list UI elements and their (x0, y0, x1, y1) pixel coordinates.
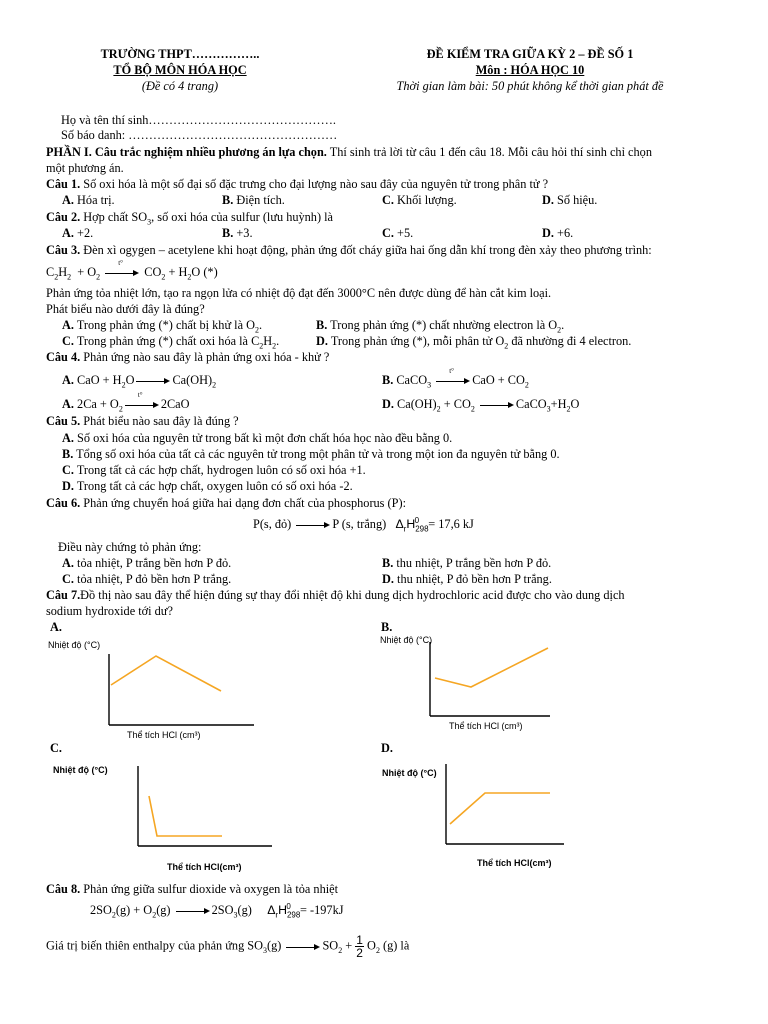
q2-option-a[interactable]: A. +2. (62, 226, 94, 240)
part1-title: PHẦN I. Câu trắc nghiệm nhiều phương án lựa chọn. (46, 145, 327, 159)
exam-subject: Môn : HÓA HỌC 10 (475, 63, 585, 77)
q8-question: Giá trị biến thiên enthalpy của phản ứng $SO_3(g) SO_2$ + $\frac{1}{2}$ $O_2$ (g) là (46, 933, 410, 960)
q2-option-d[interactable]: D. +6. (542, 226, 574, 240)
chart-c-label[interactable]: C. (50, 741, 62, 755)
q4-text: Phản ứng nào sau đây là phản ứng oxi hóa - khử ? (80, 350, 330, 364)
q5-option-c[interactable]: C. Trong tất cả các hợp chất, hydrogen luôn có số oxi hóa +1. (62, 463, 366, 477)
q3-option-a[interactable]: A. Trong phản ứng (*) chất bị khử là $O_2$. (62, 318, 263, 335)
q6-label: Câu 6. (46, 496, 81, 510)
chart-c (48, 756, 278, 874)
chart-c-xlabel: Thể tích HCl(cm³) (167, 862, 242, 872)
q8-text: Phản ứng giữa sulfur dioxide và oxygen là tỏa nhiệt (80, 882, 339, 896)
q4-option-b[interactable]: B. CaCO$_3$ t° CaO + $CO_2$ (382, 367, 529, 390)
q1-label: Câu 1. (46, 177, 81, 191)
q3-equation: $C_2H_2 + O_2$ t° $CO_2 + H_2O$ (*) (46, 259, 218, 282)
q6-text: Phản ứng chuyển hoá giữa hai dạng đơn chất của phosphorus (P): (80, 496, 406, 510)
chart-d-ylabel: Nhiệt độ (°C) (382, 768, 437, 778)
q1-text: Số oxi hóa là một số đại số đặc trưng cho đại lượng nào sau đây của nguyên tử trong phân tử ? (80, 177, 549, 191)
part1-instruction: Thí sinh trả lời từ câu 1 đến câu 18. Mỗi câu hỏi thí sinh chỉ chọn (326, 145, 652, 159)
q3-label: Câu 3. (46, 243, 81, 257)
exam-time: Thời gian làm bài: 50 phút không kể thời gian phát đề (396, 79, 664, 93)
chart-a-xlabel: Thể tích HCl (cm³) (127, 730, 201, 740)
q7-text: Đồ thị nào sau đây thể hiện đúng sự thay đổi nhiệt độ khi dung dịch hydrochloric acid được cho vào dung dịch (80, 588, 625, 602)
page-count: (Đề có 4 trang) (141, 79, 219, 93)
q1-option-d[interactable]: D. Số hiệu. (542, 193, 598, 207)
q8-equation: $2SO_2(g) + O_2(g)$ $2SO_3(g)$ $\Delta_rH_{298}^0$ = -197kJ (90, 901, 344, 920)
chart-a-label[interactable]: A. (50, 620, 62, 634)
chart-c-ylabel: Nhiệt độ (°C) (53, 765, 108, 775)
chart-d-series-line (450, 793, 550, 824)
q5-option-d[interactable]: D. Trong tất cả các hợp chất, oxygen luôn có số oxi hóa -2. (62, 479, 353, 493)
q3-line3: Phát biểu nào dưới đây là đúng? (46, 302, 205, 316)
q3-option-d[interactable]: D. Trong phản ứng (*), mỗi phân tử $O_2$ đã nhường đi 4 electron. (316, 334, 632, 351)
student-id-line: Số báo danh: …………………………………………… (61, 128, 338, 142)
q6-option-b[interactable]: B. thu nhiệt, P trắng bền hơn P đỏ. (382, 556, 552, 570)
q6-option-d[interactable]: D. thu nhiệt, P đỏ bền hơn P trắng. (382, 572, 552, 586)
q4-label: Câu 4. (46, 350, 81, 364)
chart-b-label[interactable]: B. (381, 620, 393, 634)
chart-b (380, 632, 560, 734)
q1-option-c[interactable]: C. Khối lượng. (382, 193, 457, 207)
chart-b-ylabel: Nhiệt độ (°C) (380, 635, 433, 645)
q5-label: Câu 5. (46, 414, 81, 428)
q2-option-c[interactable]: C. +5. (382, 226, 414, 240)
q2-text: Hợp chất SO (80, 210, 148, 224)
student-name-line: Họ và tên thí sinh………………………………………. (61, 113, 336, 127)
exam-title: ĐỀ KIỂM TRA GIỮA KỲ 2 – ĐỀ SỐ 1 (426, 47, 634, 61)
q1-option-a[interactable]: A. Hóa trị. (62, 193, 115, 207)
q3-option-b[interactable]: B. Trong phản ứng (*) chất nhường electron là $O_2$. (316, 318, 565, 335)
q6-prompt: Điều này chứng tỏ phản ứng: (58, 540, 202, 554)
chart-a-ylabel: Nhiệt độ (°C) (48, 640, 101, 650)
q4-option-a[interactable]: A. CaO + $H_2O$ $Ca(OH)_2$ (62, 373, 217, 390)
q6-option-c[interactable]: C. tỏa nhiệt, P đỏ bền hơn P trắng. (62, 572, 232, 586)
q3-option-c[interactable]: C. Trong phản ứng (*) chất oxi hóa là $C_2H_2$. (62, 334, 280, 351)
chart-d-label[interactable]: D. (381, 741, 393, 755)
q7-label: Câu 7. (46, 588, 81, 602)
chart-d-xlabel: Thể tích HCl(cm³) (477, 858, 552, 868)
chart-c-series-line (149, 796, 222, 836)
q5-option-b[interactable]: B. Tổng số oxi hóa của tất cả các nguyên tử trong một phân tử và trong một ion đa nguyên tử bằng 0. (62, 447, 560, 461)
department-name: TỔ BỘ MÔN HÓA HỌC (113, 63, 247, 77)
q5-text: Phát biểu nào sau đây là đúng ? (80, 414, 239, 428)
part1-instruction-2: một phương án. (46, 161, 124, 175)
q4-option-d[interactable]: D. $Ca(OH)_2 + CO_2$ $CaCO_3+H_2O$ (382, 397, 580, 414)
q8-label: Câu 8. (46, 882, 81, 896)
school-name: TRƯỜNG THPT…………….. (100, 47, 260, 61)
q4-option-c[interactable]: A. $2Ca + O_2$ t° 2CaO (62, 391, 190, 414)
chart-a (48, 632, 298, 744)
q5-option-a[interactable]: A. Số oxi hóa của nguyên tử trong bất kì một đơn chất hóa học nào đều bằng 0. (62, 431, 453, 445)
chart-a-series-line (111, 656, 221, 691)
q1-option-b[interactable]: B. Điện tích. (222, 193, 285, 207)
chart-d (380, 756, 580, 874)
q6-option-a[interactable]: A. tỏa nhiệt, P trắng bền hơn P đỏ. (62, 556, 232, 570)
q6-equation: P(s, đỏ) P (s, trắng) $\Delta_rH_{298}^0$ = 17,6 kJ (253, 515, 474, 534)
q2-option-b[interactable]: B. +3. (222, 226, 253, 240)
q2-label: Câu 2. (46, 210, 81, 224)
chart-b-series-line (435, 648, 548, 687)
q3-text: Đèn xì ogygen – acetylene khi hoạt động, phản ứng đốt cháy giữa hai ống dẫn khí trong đèn xảy theo phương trình: (80, 243, 652, 257)
q3-line2: Phản ứng tỏa nhiệt lớn, tạo ra ngọn lửa có nhiệt độ đạt đến 3000°C nên được dùng để hàn cắt kim loại. (46, 286, 552, 300)
chart-b-xlabel: Thể tích HCl (cm³) (449, 721, 523, 731)
q7-text-2: sodium hydroxide tới dư? (46, 604, 173, 618)
